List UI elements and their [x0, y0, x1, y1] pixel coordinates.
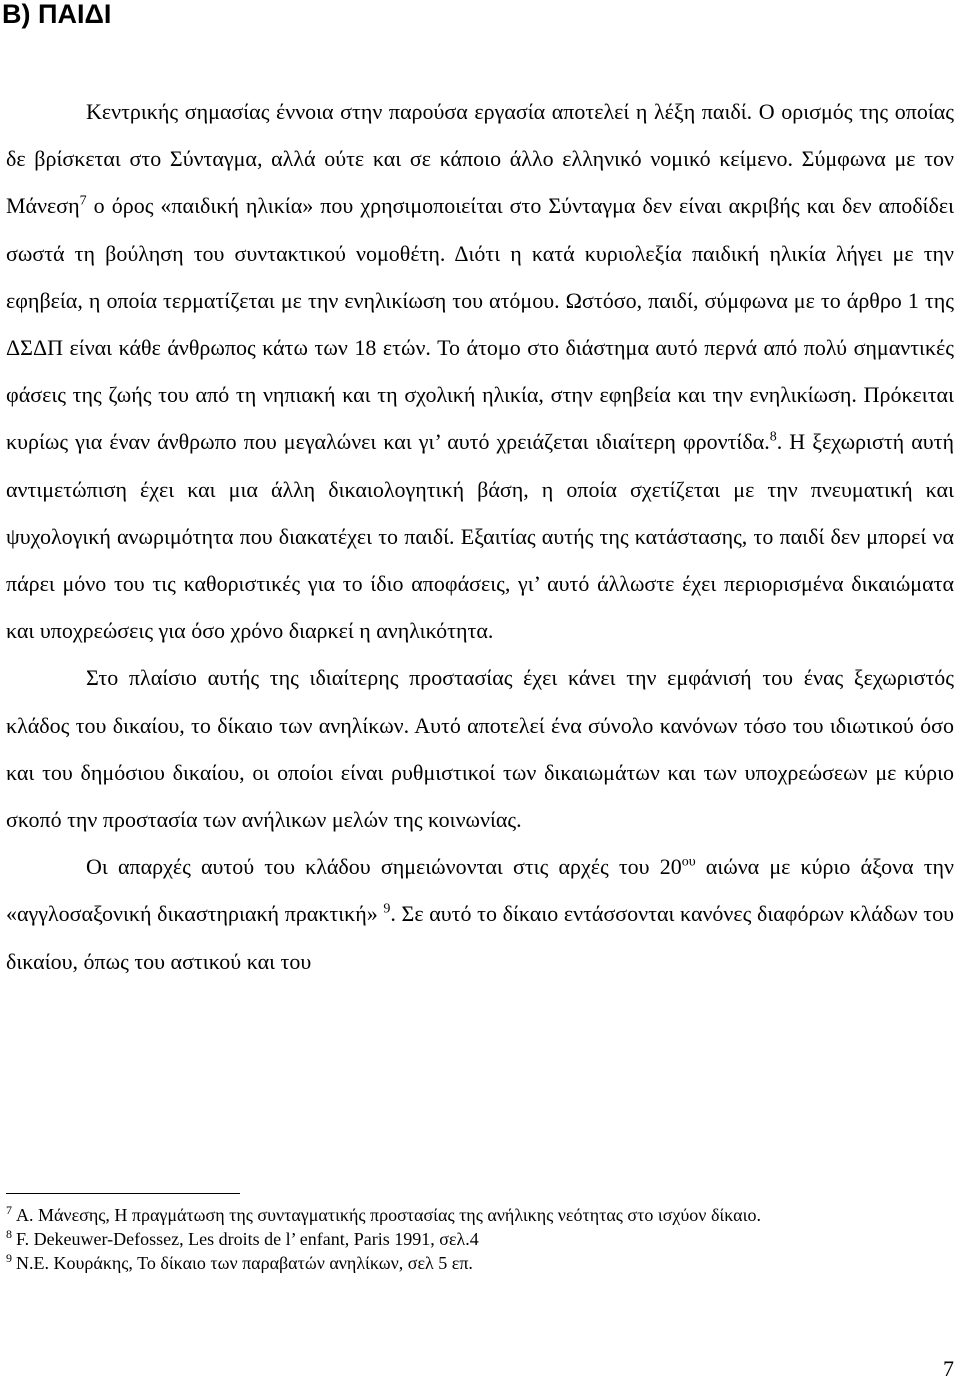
section-heading: Β) ΠΑΙΔΙ — [2, 0, 112, 29]
paragraph-1 — [6, 88, 954, 654]
footnote-number: 7 — [6, 1203, 12, 1217]
paragraph-2 — [6, 654, 954, 843]
footnote-9 — [6, 1251, 946, 1275]
superscript-ou: ου — [681, 854, 696, 870]
body-text — [6, 88, 954, 985]
footnote-number: 9 — [6, 1251, 12, 1265]
paragraph-3 — [6, 843, 954, 985]
footnote-number: 8 — [6, 1227, 12, 1241]
footnote-ref-9[interactable]: 9 — [383, 902, 391, 918]
footnote-text: Α. Μάνεσης, Η πραγμάτωση της συνταγματικής προστασίας της ανήλικης νεότητας στο ισχύον δίκαιο. — [16, 1205, 761, 1225]
paragraph-1-part-b: ο όρος «παιδική ηλικία» που χρησιμοποιείται στο Σύνταγμα δεν είναι ακριβής και δεν αποδίδει σωστά τη βούληση του συντακτικού νομοθέτη. Διότι η κατά κυριολεξία παιδική ηλικία λήγει με την εφηβεία, η οποία τερματίζεται με την ενηλικίωση του ατόμου. Ωστόσο, παιδί, σύμφωνα με το άρθρο 1 της ΔΣΔΠ είναι κάθε άνθρωπος κάτω των 18 ετών. Το άτομο στο διάστημα αυτό περνά από πολύ σημαντικές φάσεις της ζωής του από τη νηπιακή και τη σχολική ηλικία, στην εφηβεία και την ενηλικίωση. Πρόκειται κυρίως για έναν άνθρωπο που μεγαλώνει και γι’ αυτό χρειάζεται ιδιαίτερη φροντίδα. — [6, 193, 954, 455]
footnote-text: F. Dekeuwer-Defossez, Les droits de l’ enfant, Paris 1991, σελ.4 — [16, 1229, 479, 1249]
paragraph-3-part-b: αιώνα με κύριο άξονα την «αγγλοσαξονική δικαστηριακή πρακτική» — [6, 854, 954, 927]
paragraph-3-part-c: . Σε αυτό το δίκαιο εντάσσονται κανόνες διαφόρων κλάδων του δικαίου, όπως του αστικού και του — [6, 901, 954, 974]
footnote-divider — [6, 1193, 240, 1194]
footnote-7 — [6, 1203, 946, 1227]
paragraph-1-part-c: . Η ξεχωριστή αυτή αντιμετώπιση έχει και μια άλλη δικαιολογητική βάση, η οποία σχετίζεται με την πνευματική και ψυχολογική ανωριμότητα που διακατέχει το παιδί. Εξαιτίας αυτής της κατάστασης, το παιδί δεν μπορεί να πάρει μόνο του τις καθοριστικές για το ίδιο αποφάσεις, γι’ αυτό άλλωστε έχει περιορισμένα δικαιώματα και υποχρεώσεις για όσο χρόνο διαρκεί η ανηλικότητα. — [6, 429, 954, 644]
footnotes — [6, 1203, 946, 1275]
footnote-ref-8[interactable]: 8 — [769, 430, 777, 446]
paragraph-1-part-a: Κεντρικής σημασίας έννοια στην παρούσα εργασία αποτελεί η λέξη παιδί. Ο ορισμός της οποίας δε βρίσκεται στο Σύνταγμα, αλλά ούτε και σε κάποιο άλλο ελληνικό νομικό κείμενο. Σύμφωνα με τον Μάνεση — [6, 99, 954, 219]
paragraph-3-part-a: Οι απαρχές αυτού του κλάδου σημειώνονται στις αρχές του 20 — [86, 854, 682, 880]
footnote-text: Ν.Ε. Κουράκης, Το δίκαιο των παραβατών ανηλίκων, σελ 5 επ. — [16, 1253, 473, 1273]
footnote-8 — [6, 1227, 946, 1251]
paragraph-2-text: Στο πλαίσιο αυτής της ιδιαίτερης προστασίας έχει κάνει την εμφάνισή του ένας ξεχωριστός κλάδος του δικαίου, το δίκαιο των ανηλίκων. Αυτό αποτελεί ένα σύνολο κανόνων τόσο του ιδιωτικού όσο και του δημόσιου δικαίου, οι οποίοι είναι ρυθμιστικοί των δικαιωμάτων και των υποχρεώσεων με κύριο σκοπό την προστασία των ανήλικων μελών της κοινωνίας. — [6, 665, 954, 833]
page-number: 7 — [943, 1356, 954, 1381]
footnote-ref-7[interactable]: 7 — [79, 194, 87, 210]
